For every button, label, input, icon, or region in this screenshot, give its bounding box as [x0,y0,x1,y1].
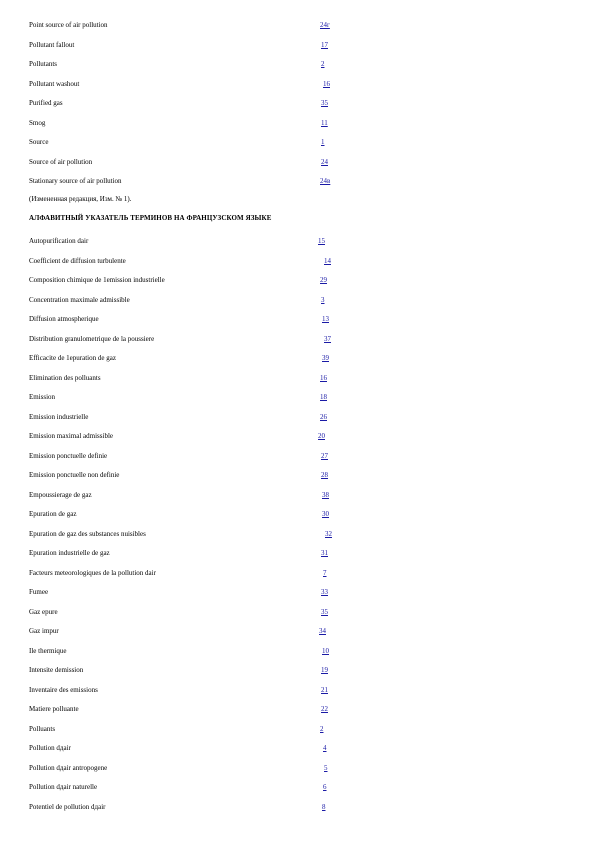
term-number-link[interactable]: 20 [318,432,325,440]
term-number-link[interactable]: 6 [323,783,327,791]
index-term: Source [29,138,49,146]
term-number-link[interactable]: 4 [323,744,327,752]
term-number-link[interactable]: 27 [321,452,328,460]
term-number-link[interactable]: 32 [325,530,332,538]
index-term: Intensite demission [29,666,84,674]
index-term: Smog [29,119,46,127]
french-index-heading: АЛФАВИТНЫЙ УКАЗАТЕЛЬ ТЕРМИНОВ НА ФРАНЦУЗСКОМ ЯЗЫКЕ [29,214,272,222]
index-term: Epuration de gaz [29,510,77,518]
index-term: Pollutant washout [29,80,80,88]
term-number-link[interactable]: 31 [321,549,328,557]
term-number-link[interactable]: 38 [322,491,329,499]
index-term: Pollutant fallout [29,41,75,49]
index-term: Autopurification dair [29,237,89,245]
term-number-link[interactable]: 1 [321,138,325,146]
term-number-link[interactable]: 16 [320,374,327,382]
term-number-link[interactable]: 35 [321,608,328,616]
term-number-link[interactable]: 29 [320,276,327,284]
term-number-link[interactable]: 34 [319,627,326,635]
term-number-link[interactable]: 3 [321,296,325,304]
index-term: Inventaire des emissions [29,686,98,694]
index-term: Pollution dдair [29,744,71,752]
term-number-link[interactable]: 22 [321,705,328,713]
term-number-link[interactable]: 24в [320,177,331,185]
index-term: Emission industrielle [29,413,89,421]
term-number-link[interactable]: 37 [324,335,331,343]
term-number-link[interactable]: 33 [321,588,328,596]
index-term: Epuration industrielle de gaz [29,549,110,557]
term-number-link[interactable]: 26 [320,413,327,421]
index-term: Matiere polluante [29,705,79,713]
term-number-link[interactable]: 5 [324,764,328,772]
index-term: Emission ponctuelle non definie [29,471,120,479]
index-term: Composition chimique de 1emission industrielle [29,276,165,284]
index-term: Gaz impur [29,627,59,635]
term-number-link[interactable]: 15 [318,237,325,245]
term-number-link[interactable]: 17 [321,41,328,49]
index-term: Facteurs meteorologiques de la pollution dair [29,569,156,577]
amendment-note: (Измененная редакция, Изм. № 1). [29,195,132,203]
index-term: Source of air pollution [29,158,93,166]
index-term: Pollution dдair naturelle [29,783,98,791]
term-number-link[interactable]: 11 [321,119,328,127]
term-number-link[interactable]: 7 [323,569,327,577]
index-term: Pollutants [29,60,58,68]
term-number-link[interactable]: 21 [321,686,328,694]
index-term: Potentiel de pollution dдair [29,803,106,811]
term-number-link[interactable]: 19 [321,666,328,674]
term-number-link[interactable]: 39 [322,354,329,362]
term-number-link[interactable]: 35 [321,99,328,107]
index-term: Empoussierage de gaz [29,491,92,499]
index-term: Emission ponctuelle definie [29,452,108,460]
term-number-link[interactable]: 30 [322,510,329,518]
term-number-link[interactable]: 24г [320,21,330,29]
index-term: Epuration de gaz des substances nuisibles [29,530,146,538]
term-number-link[interactable]: 2 [320,725,324,733]
term-number-link[interactable]: 8 [322,803,326,811]
index-term: Gaz epure [29,608,58,616]
index-term: Stationary source of air pollution [29,177,122,185]
term-number-link[interactable]: 13 [322,315,329,323]
index-term: Emission maximal admissible [29,432,113,440]
index-term: Efficacite de 1epuration de gaz [29,354,116,362]
index-term: Elimination des polluants [29,374,101,382]
index-term: Ile thermique [29,647,67,655]
term-number-link[interactable]: 10 [322,647,329,655]
term-number-link[interactable]: 28 [321,471,328,479]
term-number-link[interactable]: 16 [323,80,330,88]
index-term: Polluants [29,725,56,733]
index-term: Emission [29,393,56,401]
index-term: Purified gas [29,99,63,107]
index-term: Point source of air pollution [29,21,108,29]
index-term: Concentration maximale admissible [29,296,130,304]
index-term: Diffusion atmospherique [29,315,99,323]
term-number-link[interactable]: 14 [324,257,331,265]
term-number-link[interactable]: 18 [320,393,327,401]
term-number-link[interactable]: 2 [321,60,325,68]
term-number-link[interactable]: 24 [321,158,328,166]
index-term: Pollution dдair antropogene [29,764,108,772]
index-term: Coefficient de diffusion turbulente [29,257,126,265]
index-term: Distribution granulometrique de la poussiere [29,335,155,343]
index-term: Fumee [29,588,49,596]
